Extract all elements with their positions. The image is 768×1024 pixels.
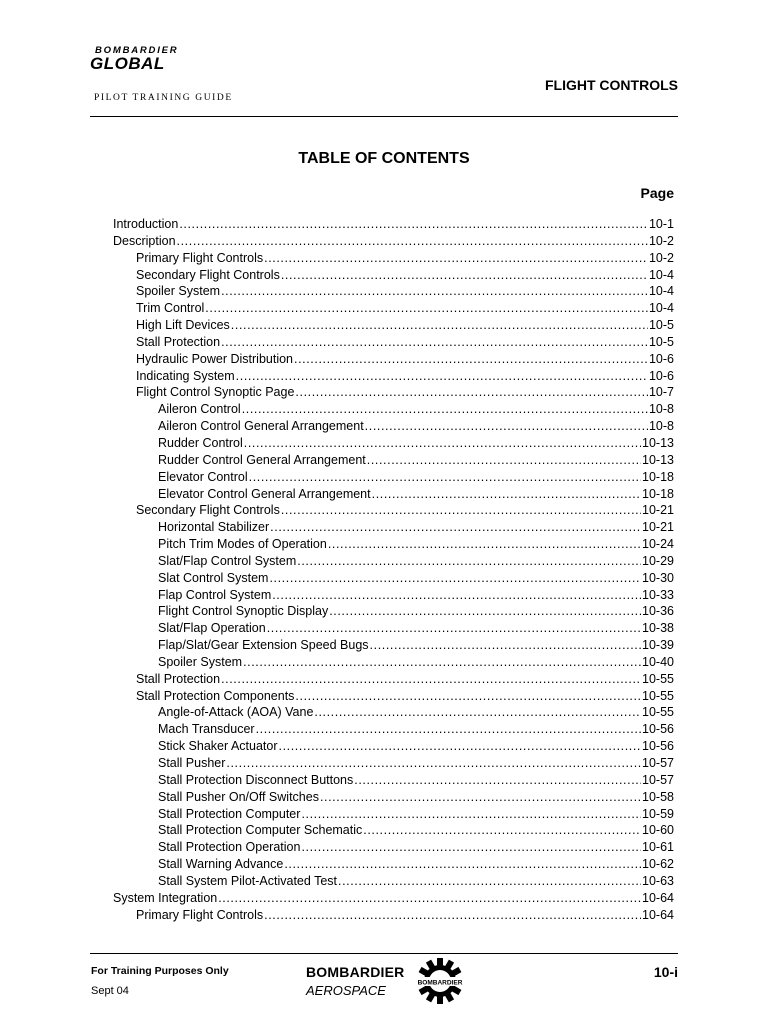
toc-entry-title: Elevator Control — [158, 469, 248, 484]
toc-entry[interactable] — [113, 908, 674, 925]
toc-entry-page: 10-55 — [642, 688, 674, 703]
toc-entry[interactable] — [113, 739, 674, 756]
toc-entry-title: Hydraulic Power Distribution — [136, 351, 294, 366]
toc-entry-page: 10-55 — [642, 671, 674, 686]
toc-entry[interactable] — [113, 284, 674, 301]
toc-dot-leader — [226, 756, 641, 770]
toc-entry[interactable] — [113, 807, 674, 824]
toc-entry[interactable] — [113, 554, 674, 571]
toc-entry-page: 10-29 — [642, 553, 674, 568]
toc-dot-leader — [267, 621, 641, 635]
toc-entry[interactable] — [113, 453, 674, 470]
toc-entry-page: 10-5 — [648, 334, 674, 349]
toc-entry[interactable] — [113, 436, 674, 453]
toc-entry-page: 10-59 — [642, 806, 674, 821]
toc-entry-title: Elevator Control General Arrangement — [158, 486, 371, 501]
toc-dot-leader — [363, 823, 641, 837]
toc-entry-title: Primary Flight Controls — [136, 907, 264, 922]
toc-entry[interactable] — [113, 840, 674, 857]
toc-dot-leader — [256, 722, 641, 736]
toc-entry[interactable] — [113, 823, 674, 840]
toc-entry[interactable] — [113, 537, 674, 554]
toc-entry[interactable] — [113, 520, 674, 537]
toc-entry[interactable] — [113, 234, 674, 251]
toc-entry-page: 10-62 — [642, 857, 674, 872]
toc-entry[interactable] — [113, 756, 674, 773]
footer-date: Sept 04 — [91, 985, 129, 997]
toc-entry-page: 10-30 — [642, 570, 674, 585]
toc-dot-leader — [295, 385, 648, 399]
toc-dot-leader — [284, 857, 641, 871]
toc-dot-leader — [243, 655, 641, 669]
toc-entry[interactable] — [113, 773, 674, 790]
toc-entry-page: 10-61 — [642, 840, 674, 855]
toc-entry-title: Rudder Control General Arrangement — [158, 452, 366, 467]
toc-entry-title: Stall Protection Computer — [158, 806, 301, 821]
toc-title: TABLE OF CONTENTS — [298, 150, 470, 167]
toc-entry[interactable] — [113, 722, 674, 739]
toc-entry-page: 10-18 — [642, 486, 674, 501]
toc-entry-page: 10-2 — [648, 250, 674, 265]
toc-entry-title: Primary Flight Controls — [136, 250, 264, 265]
toc-dot-leader — [221, 284, 648, 298]
toc-entry-page: 10-5 — [648, 318, 674, 333]
toc-entry-title: Stall Protection — [136, 671, 221, 686]
toc-dot-leader — [264, 251, 648, 265]
toc-entry-title: Stall Protection Operation — [158, 840, 301, 855]
toc-entry-title: Stall System Pilot-Activated Test — [158, 873, 338, 888]
toc-entry[interactable] — [113, 705, 674, 722]
toc-dot-leader — [249, 470, 641, 484]
toc-dot-leader — [329, 604, 641, 618]
toc-dot-leader — [297, 554, 641, 568]
toc-entry[interactable] — [113, 335, 674, 352]
toc-dot-leader — [242, 402, 648, 416]
toc-entry[interactable] — [113, 251, 674, 268]
toc-entry-title: High Lift Devices — [136, 318, 230, 333]
toc-entry-page: 10-56 — [642, 722, 674, 737]
toc-entry[interactable] — [113, 268, 674, 285]
toc-entry-title: Pitch Trim Modes of Operation — [158, 537, 327, 552]
toc-dot-leader — [221, 335, 648, 349]
toc-dot-leader — [295, 689, 641, 703]
toc-entry[interactable] — [113, 655, 674, 672]
toc-entry-title: Stick Shaker Actuator — [158, 739, 278, 754]
toc-entry-page: 10-21 — [642, 503, 674, 518]
toc-entry-title: Angle-of-Attack (AOA) Vane — [158, 705, 314, 720]
toc-entry-title: Slat/Flap Control System — [158, 553, 297, 568]
toc-entry[interactable] — [113, 857, 674, 874]
footer-aerospace-wordmark: AEROSPACE — [306, 983, 386, 998]
toc-entry-page: 10-64 — [642, 907, 674, 922]
toc-entry-title: Mach Transducer — [158, 722, 255, 737]
toc-entry-page: 10-7 — [648, 385, 674, 400]
toc-entry[interactable] — [113, 604, 674, 621]
toc-entry-page: 10-58 — [642, 789, 674, 804]
toc-entry-title: Spoiler System — [136, 284, 221, 299]
toc-dot-leader — [236, 369, 648, 383]
toc-entry-page: 10-40 — [642, 654, 674, 669]
toc-dot-leader — [354, 773, 641, 787]
toc-entry-page: 10-57 — [642, 772, 674, 787]
toc-entry[interactable] — [113, 217, 674, 234]
toc-entry-page: 10-38 — [642, 621, 674, 636]
toc-dot-leader — [264, 908, 641, 922]
toc-entry-page: 10-57 — [642, 756, 674, 770]
toc-entry[interactable] — [113, 891, 674, 908]
toc-dot-leader — [218, 891, 641, 905]
toc-entry-page: 10-55 — [642, 705, 674, 720]
toc-entry-page: 10-36 — [642, 604, 674, 619]
toc-entry-title: Secondary Flight Controls — [136, 267, 280, 282]
header-divider — [90, 116, 678, 117]
toc-entry-page: 10-6 — [648, 351, 674, 366]
toc-entry-page: 10-8 — [648, 419, 674, 434]
toc-entry-page: 10-13 — [642, 435, 674, 450]
toc-entry[interactable] — [113, 790, 674, 807]
toc-dot-leader — [270, 520, 641, 534]
toc-entry-page: 10-24 — [642, 537, 674, 552]
toc-entry-title: Stall Warning Advance — [158, 857, 284, 872]
toc-entry-title: Flight Control Synoptic Page — [136, 385, 295, 400]
pilot-training-guide-label: PILOT TRAINING GUIDE — [94, 93, 233, 103]
toc-entry-title: Flap/Slat/Gear Extension Speed Bugs — [158, 638, 369, 653]
page-column-label: Page — [640, 185, 674, 201]
toc-entry[interactable] — [113, 689, 674, 706]
toc-entry[interactable] — [113, 487, 674, 504]
footer-training-note: For Training Purposes Only — [91, 965, 229, 977]
toc-entry-page: 10-8 — [648, 402, 674, 417]
toc-entry-title: Secondary Flight Controls — [136, 503, 280, 518]
footer-divider — [90, 953, 678, 954]
toc-entry-title: Description — [113, 233, 176, 248]
brand-bombardier-small: BOMBARDIER — [95, 45, 179, 56]
toc-entry-page: 10-21 — [642, 520, 674, 535]
toc-dot-leader — [365, 419, 648, 433]
toc-dot-leader — [314, 705, 641, 719]
toc-dot-leader — [279, 739, 642, 753]
toc-dot-leader — [338, 874, 641, 888]
toc-entry-title: Stall Protection — [136, 334, 221, 349]
toc-dot-leader — [328, 537, 641, 551]
toc-dot-leader — [221, 672, 641, 686]
page-number: 10-i — [653, 964, 678, 980]
toc-list — [113, 217, 674, 924]
toc-entry-title: Stall Protection Disconnect Buttons — [158, 772, 354, 787]
toc-dot-leader — [205, 301, 648, 315]
toc-entry-title: Indicating System — [136, 368, 235, 383]
toc-entry-title: Introduction — [113, 217, 179, 231]
toc-dot-leader — [320, 790, 641, 804]
toc-entry-title: Stall Pusher — [158, 756, 226, 770]
toc-entry-page: 10-64 — [642, 890, 674, 905]
toc-entry-title: Rudder Control — [158, 435, 243, 450]
toc-entry[interactable] — [113, 621, 674, 638]
toc-entry-page: 10-60 — [642, 823, 674, 838]
toc-entry-title: System Integration — [113, 890, 218, 905]
toc-dot-leader — [281, 268, 648, 282]
section-title: FLIGHT CONTROLS — [545, 77, 678, 93]
toc-entry-title: Aileron Control — [158, 402, 241, 417]
toc-entry[interactable] — [113, 419, 674, 436]
toc-entry-page: 10-4 — [648, 267, 674, 282]
toc-entry-page: 10-18 — [642, 469, 674, 484]
toc-dot-leader — [367, 453, 641, 467]
toc-entry[interactable] — [113, 352, 674, 369]
bombardier-gear-logo-icon — [414, 958, 466, 1004]
toc-dot-leader — [281, 503, 641, 517]
toc-entry-title: Trim Control — [136, 301, 205, 316]
toc-entry[interactable] — [113, 470, 674, 487]
toc-entry-title: Slat Control System — [158, 570, 269, 585]
toc-entry-page: 10-6 — [648, 368, 674, 383]
toc-dot-leader — [370, 638, 641, 652]
toc-entry-title: Horizontal Stabilizer — [158, 520, 270, 535]
toc-entry[interactable] — [113, 588, 674, 605]
toc-dot-leader — [294, 352, 648, 366]
toc-entry[interactable] — [113, 672, 674, 689]
toc-entry-page: 10-56 — [642, 739, 674, 754]
toc-entry-title: Flap Control System — [158, 587, 272, 602]
toc-entry[interactable] — [113, 402, 674, 419]
toc-entry[interactable] — [113, 385, 674, 402]
toc-entry-title: Aileron Control General Arrangement — [158, 419, 364, 434]
toc-entry-page: 10-13 — [642, 452, 674, 467]
toc-entry-page: 10-39 — [642, 638, 674, 653]
logo-text: BOMBARDIER — [417, 979, 463, 987]
footer-bombardier-wordmark: BOMBARDIER — [306, 964, 405, 980]
toc-dot-leader — [272, 588, 641, 602]
toc-entry[interactable] — [113, 369, 674, 386]
toc-dot-leader — [269, 571, 641, 585]
toc-dot-leader — [372, 487, 641, 501]
toc-entry-title: Stall Pusher On/Off Switches — [158, 789, 319, 804]
toc-dot-leader — [179, 217, 648, 231]
toc-entry-page: 10-1 — [648, 217, 674, 231]
toc-entry[interactable] — [113, 301, 674, 318]
brand-global-logo: GLOBAL — [90, 54, 165, 73]
toc-dot-leader — [301, 807, 641, 821]
toc-entry-page: 10-33 — [642, 587, 674, 602]
toc-dot-leader — [231, 318, 648, 332]
toc-entry-title: Stall Protection Components — [136, 688, 295, 703]
toc-entry-title: Stall Protection Computer Schematic — [158, 823, 363, 838]
toc-entry[interactable] — [113, 503, 674, 520]
toc-entry[interactable] — [113, 318, 674, 335]
toc-dot-leader — [244, 436, 641, 450]
toc-entry-title: Slat/Flap Operation — [158, 621, 266, 636]
toc-entry-title: Spoiler System — [158, 654, 243, 669]
toc-entry[interactable] — [113, 874, 674, 891]
toc-dot-leader — [301, 840, 641, 854]
toc-dot-leader — [177, 234, 648, 248]
toc-entry[interactable] — [113, 638, 674, 655]
toc-entry-page: 10-4 — [648, 301, 674, 316]
toc-entry-title: Flight Control Synoptic Display — [158, 604, 329, 619]
toc-entry[interactable] — [113, 571, 674, 588]
toc-entry-page: 10-4 — [648, 284, 674, 299]
toc-entry-page: 10-63 — [642, 873, 674, 888]
toc-entry-page: 10-2 — [648, 233, 674, 248]
